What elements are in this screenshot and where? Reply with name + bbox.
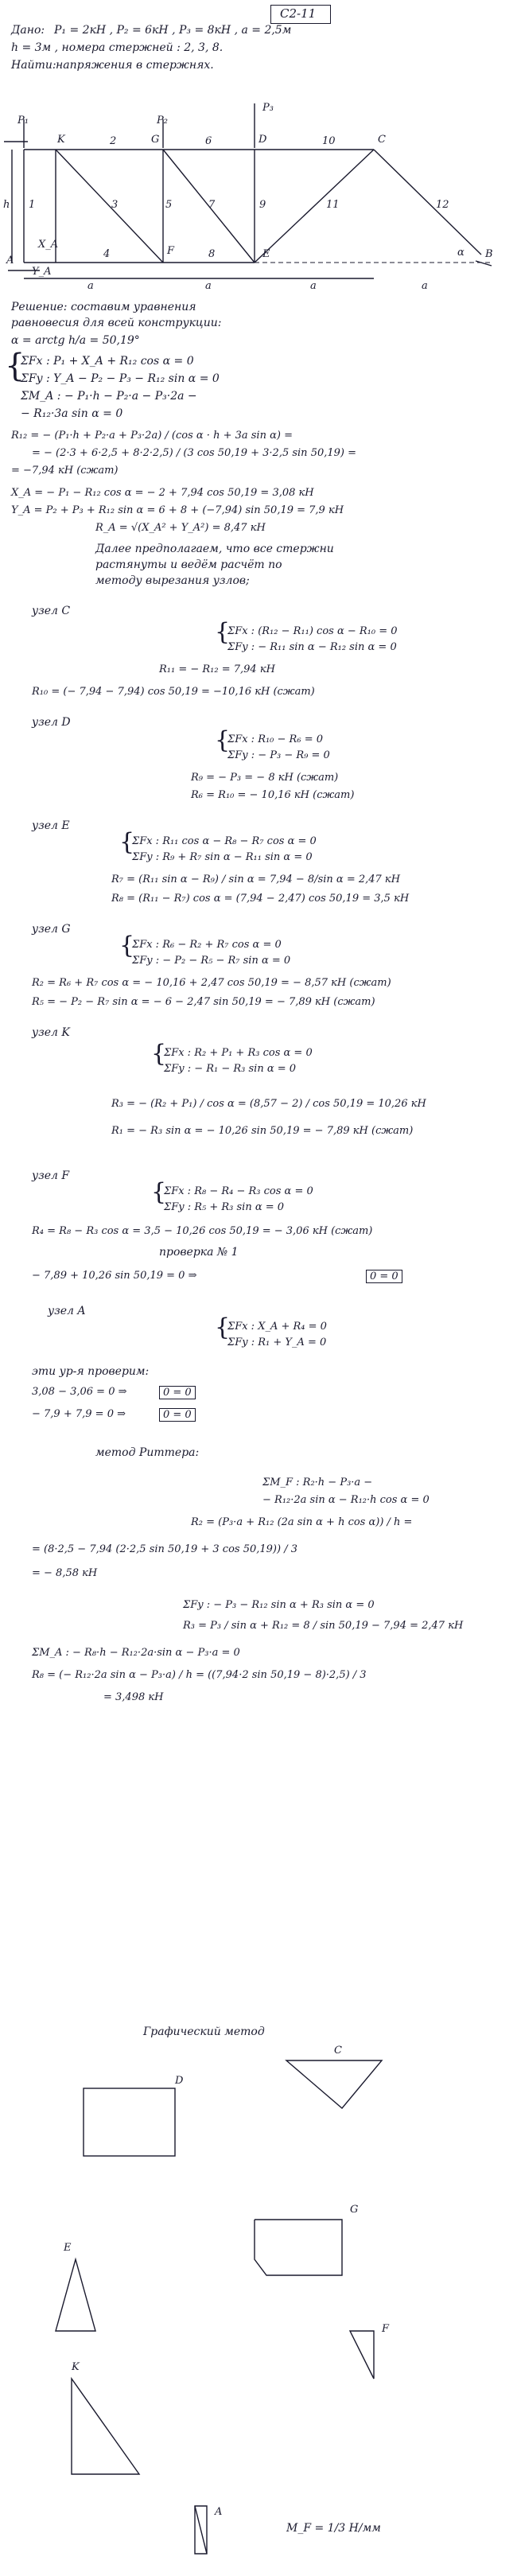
rod-7: 7 — [208, 199, 216, 211]
rod-12: 12 — [436, 199, 449, 211]
node-e: E — [262, 248, 270, 260]
ya-result: Y_A = P₂ + P₃ + R₁₂ sin α = 6 + 8 + (−7,94) sin 50,19 = 7,9 кН — [11, 504, 344, 516]
graphic-label-a: A — [215, 2506, 223, 2518]
reaction-ya: Y_A — [32, 266, 52, 278]
dim-a-2: a — [205, 280, 212, 292]
ritter-title: метод Риттера: — [95, 1446, 200, 1459]
brace-e: { — [119, 828, 135, 856]
node-g-res-1: R₂ = R₆ + R₇ cos α = − 10,16 + 2,47 cos 50,19 = − 8,57 кН (сжат) — [32, 977, 391, 989]
graphic-label-k: K — [72, 2361, 80, 2373]
brace-c: { — [215, 618, 231, 646]
graphic-scale: M_F = 1/3 Н/мм — [286, 2522, 381, 2535]
node-k-res-1: R₃ = − (R₂ + P₁) / cos α = (8,57 − 2) / cos 50,19 = 10,26 кН — [111, 1098, 426, 1110]
solution-intro-1: Решение: составим уравнения — [11, 301, 196, 313]
graphic-title: Графический метод — [143, 2025, 265, 2038]
problem-number: С2-11 — [280, 6, 317, 21]
node-a-eq-2: ΣFy : R₁ + Y_A = 0 — [227, 1337, 327, 1348]
node-c-title: узел C — [32, 605, 71, 617]
eq-sum-ma-b: − R₁₂·3a sin α = 0 — [21, 407, 123, 420]
rod-3: 3 — [111, 199, 119, 211]
node-e-res-2: R₈ = (R₁₁ − R₇) cos α = (7,94 − 2,47) cos 50,19 = 3,5 кН — [111, 893, 410, 905]
node-d-title: узел D — [32, 716, 71, 729]
ritter-r8-formula: R₈ = (− R₁₂·2a sin α − P₃·a) / h = ((7,94·2 sin 50,19 − 8)·2,5) / 3 — [32, 1669, 367, 1681]
node-d-eq-1: ΣFx : R₁₀ − R₆ = 0 — [227, 733, 323, 745]
node-f-eq-1: ΣFx : R₈ − R₄ − R₃ cos α = 0 — [164, 1185, 313, 1197]
brace-a: { — [215, 1313, 231, 1341]
note-3: методу вырезания узлов; — [95, 574, 250, 587]
node-b: B — [485, 248, 493, 260]
xa-result: X_A = − P₁ − R₁₂ cos α = − 2 + 7,94 cos 50,19 = 3,08 кН — [11, 487, 314, 499]
rod-5: 5 — [165, 199, 173, 211]
node-a: A — [6, 255, 14, 267]
rod-2: 2 — [110, 135, 117, 147]
eq-sum-fx: ΣFx : P₁ + X_A + R₁₂ cos α = 0 — [21, 355, 194, 368]
dim-h: h — [3, 199, 10, 211]
node-g: G — [151, 134, 160, 146]
brace-f: { — [151, 1178, 167, 1206]
r12-formula: R₁₂ = − (P₁·h + P₂·a + P₃·2a) / (cos α · h + 3a sin α) = — [11, 430, 293, 442]
given-values: P₁ = 2кН , P₂ = 6кН , P₃ = 8кН , a = 2,5м — [54, 24, 292, 37]
node-c-res-1: R₁₁ = − R₁₂ = 7,94 кН — [159, 663, 275, 675]
rod-1: 1 — [29, 199, 36, 211]
note-2: растянуты и ведём расчёт по — [95, 558, 282, 571]
ritter-r2-result: = − 8,58 кН — [32, 1567, 98, 1579]
brace-k: { — [151, 1040, 167, 1068]
node-a-check-1-result: 0 = 0 — [159, 1386, 196, 1399]
node-a-note: эти ур-я проверим: — [32, 1365, 150, 1378]
node-a-eq-1: ΣFx : X_A + R₄ = 0 — [227, 1321, 327, 1333]
node-k-res-2: R₁ = − R₃ sin α = − 10,26 sin 50,19 = − 7,89 кН (сжат) — [111, 1125, 414, 1137]
rod-6: 6 — [205, 135, 212, 147]
node-f-title: узел F — [32, 1169, 70, 1182]
node-d-res-1: R₉ = − P₃ = − 8 кН (сжат) — [191, 772, 339, 784]
graphic-label-c: C — [334, 2045, 342, 2057]
eq-sum-fy: ΣFy : Y_A − P₂ − P₃ − R₁₂ sin α = 0 — [21, 372, 220, 385]
brace-d: { — [215, 726, 231, 754]
reaction-xa: X_A — [38, 239, 59, 251]
node-d-eq-2: ΣFy : − P₃ − R₉ = 0 — [227, 749, 330, 761]
label-p2: P₂ — [157, 115, 168, 126]
ra-result: R_A = √(X_A² + Y_A²) = 8,47 кН — [95, 522, 266, 534]
ritter-moment-f: ΣM_F : R₂·h − P₃·a − — [262, 1477, 373, 1488]
find-label: Найти: — [11, 59, 56, 72]
given-values-2: h = 3м , номера стержней : 2, 3, 8. — [11, 41, 224, 54]
note-1: Далее предполагаем, что все стержни — [95, 543, 334, 555]
node-e-res-1: R₇ = (R₁₁ sin α − R₉) / sin α = 7,94 − 8/sin α = 2,47 кН — [111, 874, 401, 885]
rod-10: 10 — [322, 135, 336, 147]
ritter-r2-substitution: = (8·2,5 − 7,94 (2·2,5 sin 50,19 + 3 cos 50,19)) / 3 — [32, 1543, 297, 1555]
dim-a-4: a — [422, 280, 428, 292]
brace-1: { — [5, 348, 25, 384]
node-k: K — [57, 134, 65, 146]
node-k-eq-1: ΣFx : R₂ + P₁ + R₃ cos α = 0 — [164, 1047, 313, 1059]
node-c-eq-2: ΣFy : − R₁₁ sin α − R₁₂ sin α = 0 — [227, 641, 397, 653]
node-k-title: узел K — [32, 1026, 70, 1039]
ritter-r2-formula: R₂ = (P₃·a + R₁₂ (2a sin α + h cos α)) / h = — [191, 1516, 413, 1528]
dim-a-3: a — [310, 280, 317, 292]
check-1: − 7,89 + 10,26 sin 50,19 = 0 ⇒ — [32, 1270, 197, 1282]
node-f: F — [167, 245, 175, 257]
node-c: C — [378, 134, 386, 146]
r12-substitution: = − (2·3 + 6·2,5 + 8·2·2,5) / (3 cos 50,19 + 3·2,5 sin 50,19) = — [32, 447, 357, 459]
node-k-eq-2: ΣFy : − R₁ − R₃ sin α = 0 — [164, 1063, 297, 1075]
node-e-eq-2: ΣFy : R₉ + R₇ sin α − R₁₁ sin α = 0 — [132, 851, 313, 863]
rod-11: 11 — [326, 199, 340, 211]
graphic-label-f: F — [382, 2323, 390, 2335]
ritter-moment-a: ΣM_A : − R₈·h − R₁₂·2a·sin α − P₃·a = 0 — [32, 1647, 240, 1659]
alpha-formula: α = arctg h/a = 50,19° — [11, 334, 140, 347]
rod-9: 9 — [259, 199, 266, 211]
node-e-eq-1: ΣFx : R₁₁ cos α − R₈ − R₇ cos α = 0 — [132, 835, 317, 847]
graphic-label-e: E — [64, 2242, 72, 2254]
node-e-title: узел E — [32, 819, 70, 832]
ritter-fy: ΣFy : − P₃ − R₁₂ sin α + R₃ sin α = 0 — [183, 1599, 375, 1611]
node-f-eq-2: ΣFy : R₅ + R₃ sin α = 0 — [164, 1201, 285, 1213]
label-p1: P₁ — [17, 115, 29, 126]
node-a-check-1: 3,08 − 3,06 = 0 ⇒ — [32, 1386, 127, 1398]
ritter-moment-f-b: − R₁₂·2a sin α − R₁₂·h cos α = 0 — [262, 1494, 430, 1506]
node-c-eq-1: ΣFx : (R₁₂ − R₁₁) cos α − R₁₀ = 0 — [227, 625, 398, 637]
node-a-title: узел A — [48, 1305, 86, 1317]
label-p3: P₃ — [262, 102, 274, 114]
node-c-res-2: R₁₀ = (− 7,94 − 7,94) cos 50,19 = −10,16 кН (сжат) — [32, 686, 315, 698]
node-d: D — [258, 134, 267, 146]
check-1-label: проверка № 1 — [159, 1246, 239, 1259]
dim-a-1: a — [87, 280, 94, 292]
node-f-res-1: R₄ = R₈ − R₃ cos α = 3,5 − 10,26 cos 50,19 = − 3,06 кН (сжат) — [32, 1225, 373, 1237]
solution-intro-2: равновесия для всей конструкции: — [11, 317, 222, 329]
eq-sum-ma: ΣM_A : − P₁·h − P₂·a − P₃·2a − — [21, 390, 197, 403]
node-g-title: узел G — [32, 923, 71, 936]
node-g-res-2: R₅ = − P₂ − R₇ sin α = − 6 − 2,47 sin 50,19 = − 7,89 кН (сжат) — [32, 996, 375, 1008]
node-a-check-2-result: 0 = 0 — [159, 1408, 196, 1422]
given-label: Дано: — [11, 24, 45, 37]
graphic-label-d: D — [175, 2075, 184, 2087]
node-g-eq-1: ΣFx : R₆ − R₂ + R₇ cos α = 0 — [132, 939, 282, 951]
node-d-res-2: R₆ = R₁₀ = − 10,16 кН (сжат) — [191, 789, 355, 801]
ritter-r3: R₃ = P₃ / sin α + R₁₂ = 8 / sin 50,19 − 7,94 = 2,47 кН — [183, 1620, 464, 1632]
rod-4: 4 — [103, 248, 111, 260]
rod-8: 8 — [208, 248, 216, 260]
node-a-check-2: − 7,9 + 7,9 = 0 ⇒ — [32, 1408, 126, 1420]
node-g-eq-2: ΣFy : − P₂ − R₅ − R₇ sin α = 0 — [132, 955, 291, 967]
brace-g: { — [119, 932, 135, 959]
r12-result: = −7,94 кН (сжат) — [11, 465, 119, 477]
check-1-result: 0 = 0 — [366, 1270, 402, 1283]
graphic-label-g: G — [350, 2204, 359, 2216]
dim-alpha: α — [457, 247, 465, 259]
ritter-r8-result: = 3,498 кН — [103, 1691, 164, 1703]
find-text: напряжения в стержнях. — [56, 59, 214, 72]
